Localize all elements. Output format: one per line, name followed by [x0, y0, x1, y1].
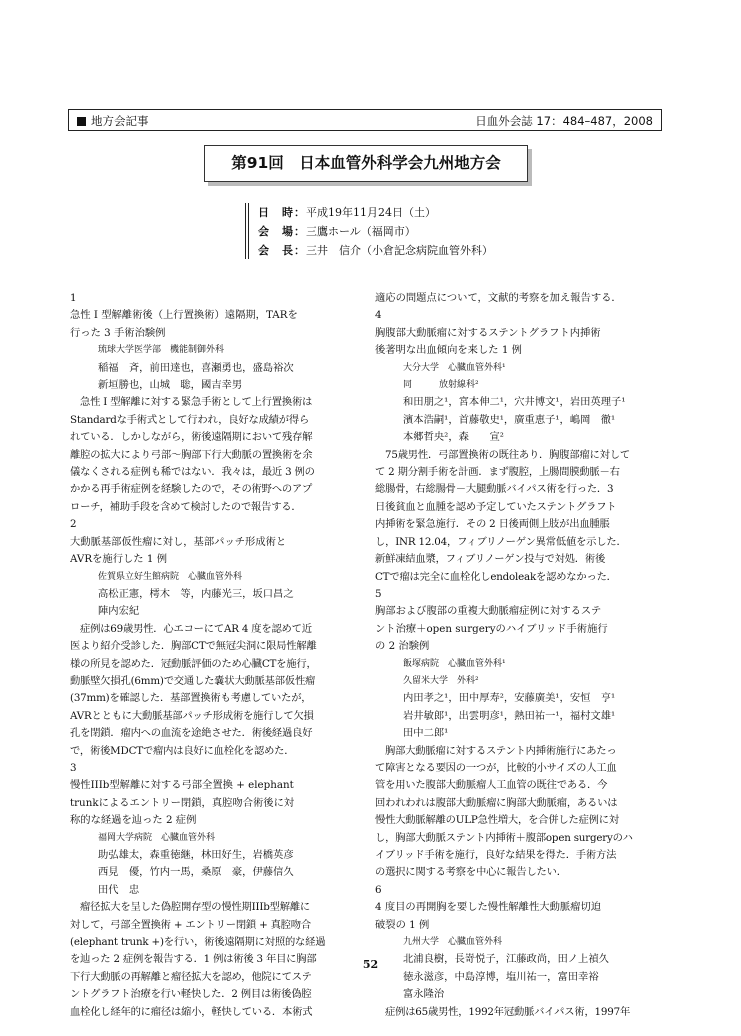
text-line: て 2 期分割手術を計画．まず腹腔，上腸間膜動脈－右 [375, 466, 620, 479]
abstract-title [70, 760, 360, 830]
text-line: 75歳男性．弓部置換術の既往あり．胸腹部瘤に対して [385, 448, 630, 461]
abstract-title [70, 516, 360, 568]
text-line: 福岡大学病院 心臓血管外科 [98, 832, 216, 843]
text-line: 内挿術を緊急施行．その 2 日後両側上肢が出血腫脹 [375, 518, 610, 531]
text-line: 九州大学 心臓血管外科 [403, 937, 503, 948]
text-line: 医より紹介受診した．胸部CTで無冠尖洞に限局性解離 [70, 640, 317, 653]
abstract-title [375, 882, 665, 934]
text-line: ントグラフト治療を行い軽快した．2 例目は術後偽腔 [70, 988, 312, 1001]
text-line: 琉球大学医学部 機能制御外科 [98, 345, 225, 356]
text-line: 動脈壁欠損孔(6mm)で交通した嚢状大動脈基部仮性瘤 [70, 674, 316, 687]
text-line: かかる再手術症例を経験したので，その術野へのアプ [70, 483, 313, 496]
text-line: 北浦良樹，長嵜悦子，江藤政尚，田ノ上禎久 [403, 953, 609, 966]
text-line: 佐賀県立好生館病院 心臓血管外科 [98, 571, 243, 582]
authors [70, 586, 360, 621]
authors [70, 360, 360, 395]
text-line: trunkによるエントリー閉鎖，真腔吻合術後に対 [70, 796, 295, 809]
abstract-number: 4 [375, 309, 382, 322]
abstract-body [375, 447, 665, 586]
abstract-title [375, 586, 665, 656]
info-chair: 会 長：三井 信介（小倉記念病院血管外科） [258, 244, 493, 257]
text-line: 高松正憲，樗木 等，内藤光三，坂口昌之 [98, 587, 294, 600]
text-line: 新鮮凍結血漿，フィブリノーゲン投与で対処．術後 [375, 553, 606, 566]
text-line: 飯塚病院 心臓血管外科¹ [403, 658, 506, 669]
text-line: 急性 I 型解離術後（上行置換術）遠隔期，TARを [70, 309, 298, 322]
abstract-body [375, 290, 665, 307]
text-line: て障害となる要因の一つが，比較的小サイズの人工血 [375, 761, 617, 774]
text-line: 行った 3 手術治験例 [70, 326, 166, 339]
affiliation [70, 830, 360, 847]
text-line: (elephant trunk +)を行い，術後遠隔期に対照的な経過 [70, 936, 326, 949]
authors [70, 847, 360, 899]
text-line: 慢性大動脈解離のULP急性増大，を合併した症例に対 [375, 814, 619, 827]
affiliation [70, 342, 360, 359]
text-line: 孔を閉鎖．瘤内への血流を途絶させた．術後経過良好 [70, 727, 313, 740]
text-line: 適応の問題点について，文献的考察を加え報告する． [375, 292, 622, 304]
abstract-body [375, 1004, 665, 1021]
text-line: 助弘雄太，森重徳継，林田好生，岩橋英彦 [98, 849, 294, 861]
abstract-body [375, 743, 665, 882]
text-line: 同 放射線科² [403, 380, 479, 391]
text-line: 儀なくされる症例も稀ではない．我々は，最近 3 例の [70, 466, 315, 479]
text-line: 濱本浩嗣¹，首藤敬史¹，廣重恵子¹，嶋岡 徹¹ [403, 413, 616, 426]
text-line: 下行大動脈の再解離と瘤径拡大を認め，他院にてステ [70, 970, 312, 983]
left-column [70, 290, 360, 1021]
authors [375, 394, 665, 446]
affiliation [375, 360, 665, 395]
text-line: 症例は69歳男性．心エコーにてAR 4 度を認めて近 [80, 622, 312, 635]
info-venue: 会 場：三鷹ホール（福岡市） [258, 225, 416, 238]
text-line: れている．しかしながら，術後遠隔期において残存解 [70, 431, 313, 444]
text-line: 称的な経過を辿った 2 症例 [70, 814, 197, 827]
abstract-number: 6 [375, 883, 382, 896]
text-line: 大動脈基部仮性瘤に対し，基部パッチ形成術と [70, 535, 287, 548]
section-label [77, 113, 149, 129]
text-line: の選択に関する考察を中心に報告したい． [375, 866, 567, 879]
text-line: 胸腹部大動脈瘤に対するステントグラフト内挿術 [375, 326, 601, 339]
meeting-info [245, 203, 493, 259]
abstract-body [70, 621, 360, 760]
affiliation [375, 934, 665, 951]
text-line: 富永隆治 [403, 988, 445, 1001]
text-line: イブリッド手術を施行，良好な結果を得た．手術方法 [375, 849, 617, 861]
text-line: 本郷哲央²，森 宣² [403, 431, 504, 444]
abstract-body [70, 394, 360, 516]
abstract-title [70, 290, 360, 342]
text-line: 内田孝之¹，田中厚寿²，安藤廣美¹，安恒 亨¹ [403, 692, 616, 705]
text-line: し，INR 12.04，フィブリノーゲン異常低値を示した． [375, 535, 627, 548]
text-line: Standardな手術式として行われ，良好な成績が得ら [70, 413, 310, 426]
info-date: 日 時：平成19年11月24日（土） [258, 206, 436, 219]
abstract-title [375, 307, 665, 359]
text-line: 西見 優，竹内一馬，桑原 豪，伊藤信久 [98, 866, 294, 879]
text-line: 稲福 斉，前田達也，喜瀬勇也，盛島裕次 [98, 361, 294, 374]
text-line: 田中二郎¹ [403, 727, 449, 740]
text-line: 胸部大動脈瘤に対するステント内挿術施行にあたっ [385, 744, 617, 757]
text-line: 後著明な出血傾向を来した 1 例 [375, 344, 522, 357]
text-line: の 2 治験例 [375, 640, 430, 653]
abstract-number: 2 [70, 518, 77, 531]
text-line: 新垣勝也，山城 聡，國吉幸男 [98, 379, 243, 392]
section-text: 地方会記事 [91, 114, 149, 128]
text-line: を辿った 2 症例を報告する．1 例は術後 3 年目に胸部 [70, 953, 317, 966]
text-line: 対して，弓部全置換術 + エントリー閉鎖 + 真腔吻合 [70, 918, 311, 931]
text-line: 陣内宏紀 [98, 605, 140, 618]
page-number: 52 [362, 958, 379, 971]
right-column [375, 290, 665, 1021]
meeting-title: 第91回 日本血管外科学会九州地方会 [204, 145, 528, 182]
text-line: ローチ，補助手段を含めて検討したので報告する． [70, 500, 302, 513]
text-line: 慢性IIIb型解離に対する弓部全置換 + elephant [70, 779, 294, 792]
text-line: 久留米大学 外科² [403, 675, 479, 686]
text-line: 徳永滋彦，中島淳博，塩川祐一，富田幸裕 [403, 970, 599, 983]
text-line: 大分大学 心臓血管外科¹ [403, 362, 506, 373]
text-line: し，胸部大動脈ステント内挿術＋腹部open surgeryのハ [375, 831, 633, 844]
text-line: (37mm)を確認した．基部置換術も考慮していたが， [70, 692, 312, 705]
text-line: 離腔の拡大により弓部～胸部下行大動脈の置換術を余 [70, 448, 313, 461]
text-line: 岩井敏郎¹，出雲明彦¹，熱田祐一¹，福村文雄¹ [403, 709, 616, 722]
text-line: 管を用いた腹部大動脈瘤人工血管の既往である．今 [375, 779, 608, 792]
journal-header-bar [68, 109, 662, 131]
text-line: AVRとともに大動脈基部パッチ形成術を施行して欠損 [70, 709, 314, 722]
text-line: 田代 忠 [98, 883, 140, 896]
abstract-number: 3 [70, 761, 77, 774]
text-line: 胸部および腹部の重複大動脈瘤症例に対するステ [375, 605, 602, 618]
square-bullet-icon [77, 117, 86, 126]
citation-text: 日血外会誌 17：484–487，2008 [475, 114, 653, 128]
text-line: 破裂の 1 例 [375, 918, 430, 931]
text-line: で，術後MDCTで瘤内は良好に血栓化を認めた． [70, 744, 295, 757]
abstract-number: 5 [375, 587, 382, 600]
text-line: CTで瘤は完全に血栓化しendoleakを認めなかった． [375, 570, 617, 583]
text-line: ント治療＋open surgeryのハイブリッド手術施行 [375, 622, 608, 635]
text-line: 瘤径拡大を呈した偽腔開存型の慢性期IIIb型解離に [80, 901, 311, 914]
text-line: 4 度目の再開胸を要した慢性解離性大動脈瘤切迫 [375, 901, 602, 914]
text-line: AVRを施行した 1 例 [70, 553, 167, 566]
text-line: 和田朋之¹，宮本伸二¹，穴井博文¹，岩田英理子¹ [403, 396, 626, 409]
authors [375, 690, 665, 742]
text-line: 回われわれは腹部大動脈瘤に胸部大動脈瘤，あるいは [375, 796, 618, 809]
text-line: 血栓化し経年的に瘤径は縮小，軽快している．本術式 [70, 1005, 313, 1018]
text-line: 症例は65歳男性，1992年冠動脈バイパス術，1997年 [385, 1005, 631, 1018]
text-line: 日後貧血と血腫を認め予定していたステントグラフト [375, 500, 617, 513]
affiliation [70, 569, 360, 586]
text-line: 急性 I 型解離に対する緊急手術として上行置換術は [80, 396, 313, 409]
text-line: 様の所見を認めた．冠動脈評価のため心臓CTを施行， [70, 657, 317, 670]
affiliation [375, 656, 665, 691]
text-line: 総腸骨，右総腸骨－大腿動脈バイパス術を行った．3 [375, 483, 614, 496]
abstract-number: 1 [70, 292, 77, 304]
